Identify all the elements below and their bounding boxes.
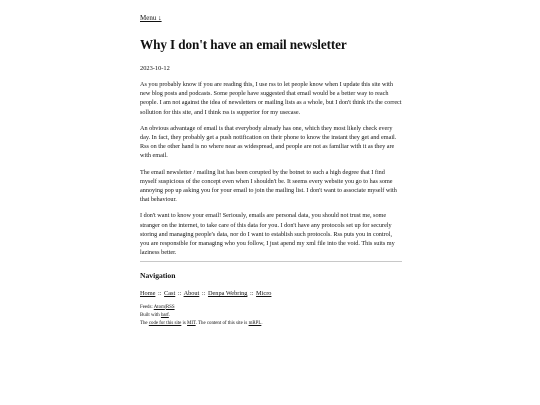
feeds-label: Feeds: [140,305,153,311]
mrpl-license-link[interactable]: mRPL [248,321,262,327]
built-with-label: Built with [140,313,160,319]
paragraph-4: I don't want to know your email! Seriously, emails are personal data, you should not trust me, some stranger on the internet, to take care of this data for you. I don't have any protocols set up for securely storing and managing people's data, nor do I want to establish such protocols. Rss puts you in control, you are responsible for managing who you follow, I just apend my xml file into the void. This suits my laziness better. [140,212,395,257]
navigation-links [140,290,402,298]
nav-separator: :: [157,290,162,298]
divider [140,261,402,262]
feed-link-rss[interactable]: RSS [165,305,175,311]
navigation-heading: Navigation [140,271,176,281]
footer-feeds [140,304,402,312]
source-code-link[interactable]: code for this site [148,321,182,327]
paragraph-2: An obvious advantage of email is that everybody already has one, which they most likely check every day. In fact, they probably get a push notification on their phone to know the instant they get and email. Rss on the other hand is no where near as widespread, and people are not as familiar with it as they are with email. [140,124,397,160]
nav-separator: :: [249,290,254,298]
license-end: . [261,321,263,327]
nav-separator: :: [201,290,206,298]
nav-link-home[interactable]: Home [140,290,156,298]
built-with-period: . [168,313,171,319]
nav-link-micro[interactable]: Micro [256,290,272,298]
page-title: Why I don't have an email newsletter [140,37,347,52]
feed-link-atom[interactable]: Atom [153,305,165,311]
nav-separator: :: [177,290,182,298]
license-prefix: The [140,321,148,327]
mit-license-link[interactable]: MIT [187,321,196,327]
paragraph-3: The email newsletter / mailing list has been corupted by the botnet to such a high degree that I find myself suspicious of the concept even when I shouldn't be. It seems every website you go to has some annoying pop up asking you for your email to join the mailing list. I don't want to associate myself with that behaviour. [140,168,397,204]
barf-link[interactable]: barf [160,313,169,319]
license-middle: . The content of this site is [195,321,248,327]
page-content [140,7,402,328]
paragraph-1: As you probably know if you are reading this, I use rss to let people know when I update this site with new blog posts and podcasts. Some people have suggested that email would be a better way to reach people. I am not against the idea of newsletters or mailing lists as a whole, but I don't think it's the correct sollution for this site, and I think rss is supperior for my usecase. [140,81,402,116]
footer-built-with [140,312,402,320]
license-is: is [182,321,186,327]
nav-link-denpa-webring[interactable]: Denpa Webring [207,290,248,298]
menu-link[interactable]: Menu ↓ [140,14,162,22]
post-date: 2023-10-12 [140,65,170,72]
footer-license [140,320,402,328]
nav-link-cast[interactable]: Cast [164,290,176,298]
nav-link-about[interactable]: About [183,290,200,298]
footer [140,304,402,327]
feeds-separator: | [164,305,166,311]
